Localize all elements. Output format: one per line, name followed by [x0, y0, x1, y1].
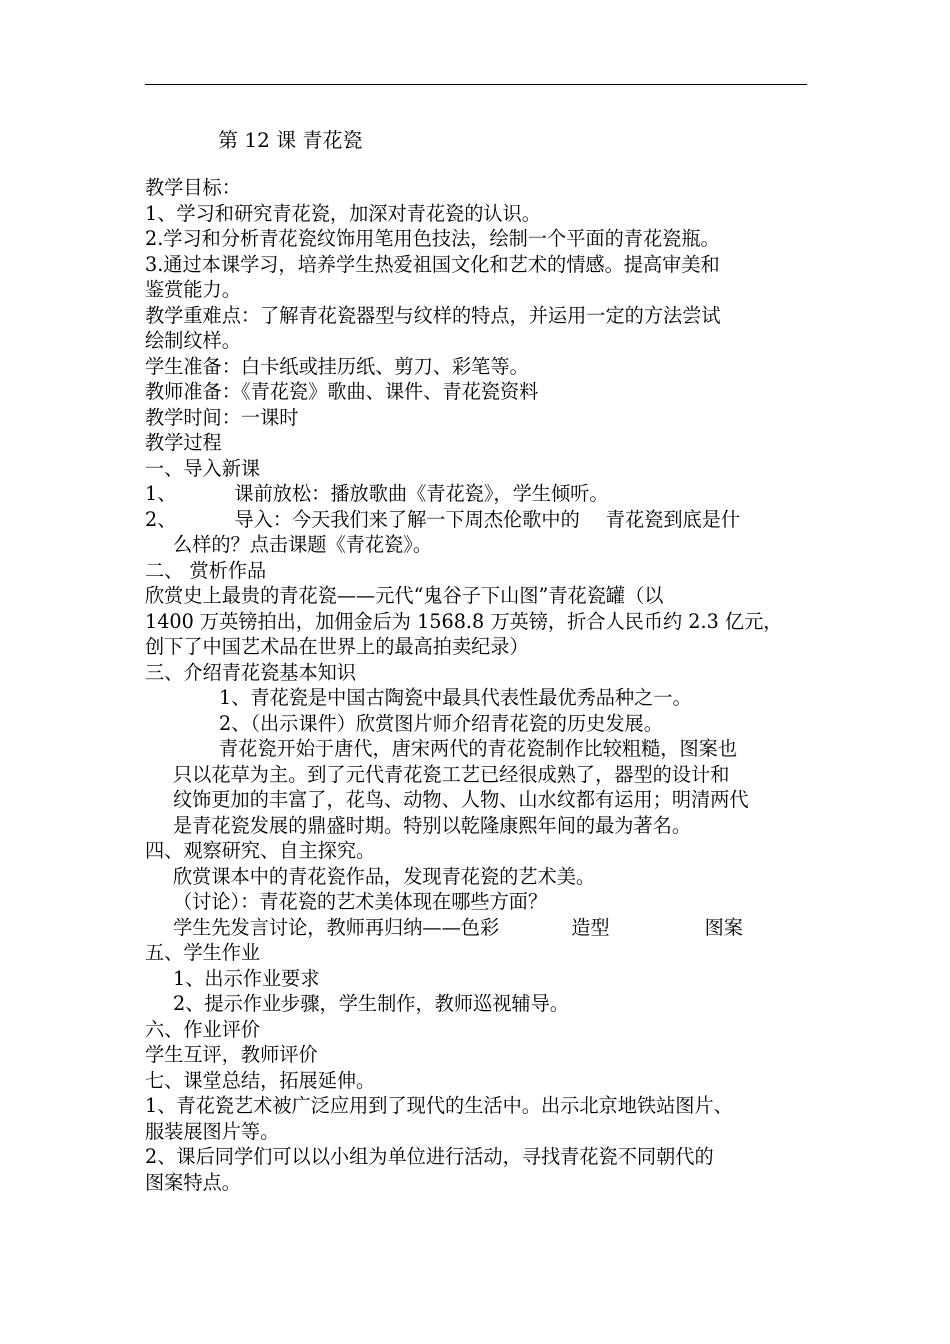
item-text: 导入：今天我们来了解一下周杰伦歌中的	[234, 507, 580, 531]
list-item-cont: 图案特点。	[145, 1170, 241, 1194]
item-number: 2、	[145, 507, 177, 531]
teaching-time: 教学时间：一课时	[145, 405, 299, 429]
key-points: 教学重难点：了解青花瓷器型与纹样的特点，并运用一定的方法尝试	[145, 303, 721, 327]
paragraph-line: 学生互评，教师评价	[145, 1043, 318, 1066]
list-item-cont: 服装展图片等。	[145, 1119, 280, 1143]
list-item	[145, 481, 815, 507]
teacher-prep: 教师准备：《青花瓷》歌曲、课件、青花瓷资料	[145, 380, 539, 403]
process-heading: 教学过程	[145, 431, 222, 454]
paragraph-line: 是青花瓷发展的鼎盛时期。特别以乾隆康熙年间的最为著名。	[173, 813, 692, 837]
objective-item: 2.学习和分析青花瓷纹饰用笔用色技法，绘制一个平面的青花瓷瓶。	[145, 227, 720, 250]
lesson-title: 第 12 课 青花瓷	[218, 128, 363, 152]
section-heading: 一、导入新课	[145, 456, 261, 480]
list-item: 2、（出示课件）欣赏图片师介绍青花瓷的历史发展。	[219, 711, 663, 735]
list-item: 1、青花瓷是中国古陶瓷中最具代表性最优秀品种之一。	[219, 686, 692, 709]
student-prep: 学生准备：白卡纸或挂历纸、剪刀、彩笔等。	[145, 354, 529, 378]
objective-item: 1、学习和研究青花瓷，加深对青花瓷的认识。	[145, 201, 541, 225]
list-item: 2、课后同学们可以以小组为单位进行活动，寻找青花瓷不同朝代的	[145, 1145, 714, 1168]
objective-item-cont: 鉴赏能力。	[145, 278, 241, 301]
list-item	[145, 507, 815, 533]
section-heading: 二、 赏析作品	[145, 558, 267, 582]
text-segment: 学生先发言讨论，教师再归纳——色彩	[173, 915, 500, 939]
list-item-cont: 么样的？点击课题《青花瓷》。	[173, 533, 433, 556]
list-item: 1、出示作业要求	[173, 966, 320, 990]
key-points-cont: 绘制纹样。	[145, 329, 241, 352]
paragraph-line: 欣赏课本中的青花瓷作品，发现青花瓷的艺术美。	[173, 864, 596, 888]
item-text: 青花瓷到底是什	[605, 507, 741, 531]
list-item: 1、青花瓷艺术被广泛应用到了现代的生活中。出示北京地铁站图片、	[145, 1094, 733, 1117]
paragraph-line: （讨论）：青花瓷的艺术美体现在哪些方面？	[173, 890, 548, 913]
lesson-body	[145, 175, 815, 1195]
objectives-heading: 教学目标：	[145, 176, 241, 199]
objective-item: 3.通过本课学习，培养学生热爱祖国文化和艺术的情感。提高审美和	[145, 252, 720, 276]
header-rule	[145, 84, 807, 85]
paragraph-line	[145, 915, 815, 941]
paragraph-line: 青花瓷开始于唐代，唐宋两代的青花瓷制作比较粗糙，图案也	[219, 737, 738, 760]
section-heading: 七、课堂总结，拓展延伸。	[145, 1068, 376, 1092]
text-segment: 造型	[571, 915, 610, 939]
section-heading: 六、作业评价	[145, 1017, 261, 1041]
list-item: 2、提示作业步骤，学生制作，教师巡视辅导。	[173, 992, 569, 1015]
item-text: 课前放松：播放歌曲《青花瓷》，学生倾听。	[234, 482, 609, 505]
paragraph-line: 欣赏史上最贵的青花瓷——元代“鬼谷子下山图”青花瓷罐（以	[145, 584, 664, 607]
section-heading: 四、观察研究、自主探究。	[145, 839, 376, 862]
item-number: 1、	[145, 482, 177, 505]
paragraph-line: 纹饰更加的丰富了，花鸟、动物、人物、山水纹都有运用；明清两代	[173, 788, 749, 811]
paragraph-line: 创下了中国艺术品在世界上的最高拍卖纪录）	[145, 635, 529, 658]
text-segment: 图案	[704, 915, 743, 939]
section-heading: 五、学生作业	[145, 941, 261, 964]
paragraph-line: 只以花草为主。到了元代青花瓷工艺已经很成熟了，器型的设计和	[173, 762, 730, 786]
section-heading: 三、介绍青花瓷基本知识	[145, 660, 357, 684]
paragraph-line: 1400 万英镑拍出，加佣金后为 1568.8 万英镑，折合人民币约 2.3 亿元，	[145, 609, 783, 633]
